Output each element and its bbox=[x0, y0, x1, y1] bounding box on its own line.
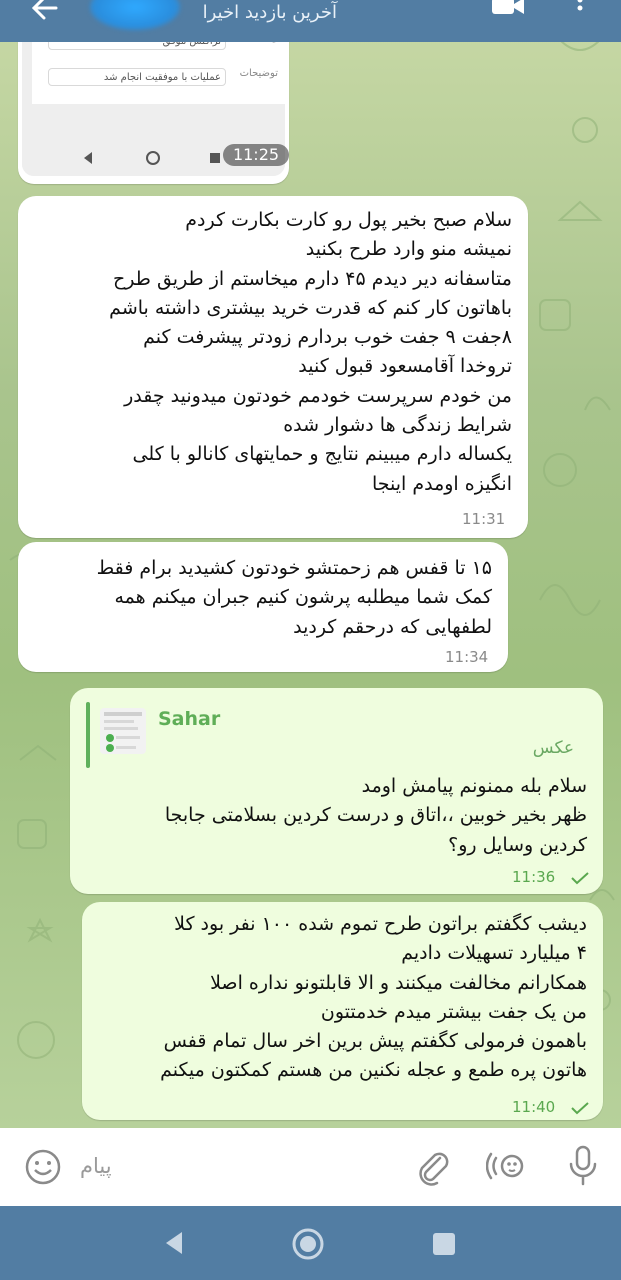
emoji-icon[interactable] bbox=[24, 1148, 62, 1186]
voice-changer-icon[interactable] bbox=[486, 1146, 530, 1188]
message-time: 11:31 bbox=[462, 510, 506, 528]
message-time: 11:34 bbox=[445, 648, 489, 666]
message-text: ۱۵ تا قفس هم زحمتشو خودتون کشیدید برام فقط کمک شما میطلبه پرشون کنیم جبران میکنم همه لطفهایی که درحقم کردید bbox=[96, 557, 492, 638]
message-text: سلام بله ممنونم پیامش اومد ظهر بخیر خوبین ،،اتاق و درست کردین بسلامتی جابجا کردین وسایل رو؟ bbox=[164, 775, 587, 856]
outgoing-message[interactable] bbox=[70, 688, 603, 894]
reply-media-type: عکس bbox=[532, 738, 574, 758]
attach-icon[interactable] bbox=[412, 1146, 452, 1186]
nav-recents-icon[interactable] bbox=[430, 1230, 458, 1258]
receipt-desc-value: عملیات با موفقیت انجام شد bbox=[48, 68, 226, 86]
video-call-icon[interactable] bbox=[490, 0, 526, 18]
microphone-icon[interactable] bbox=[566, 1144, 600, 1188]
incoming-message[interactable] bbox=[18, 542, 508, 672]
message-text: دیشب کگفتم براتون طرح تموم شده ۱۰۰ نفر بود کلا ۴ میلیارد تسهیلات دادیم همکارانم مخالفت میکنند و الا قابلتونو نداره اصلا من یک جفت بیشتر میدم خدمتتون باهمون فرمولی کگفتم پیش برین اخر سال تمام قفس هاتون پره طمع و عجله نکنین من هستم کمکتون میکنم bbox=[160, 913, 587, 1082]
message-text: سلام صبح بخیر پول رو کارت بکارت کردم نمیشه منو وارد طرح بکنید متاسفانه دیر دیدم ۴۵ دارم میخاستم از طریق طرح باهاتون کار کنم که قدرت خرید بیشتری داشته باشم ۸جفت ۹ جفت خوب بردارم زودتر پیشرفت کنم تروخدا آقامسعود قبول کنید من خودم سرپرست خودمم خودتون میدونید چقدر شرایط زندگی ها دشوار شده یکساله دارم میبینم نتایج و حمایتهای کانالو با کلی انگیزه اومدم اینجا bbox=[109, 209, 512, 495]
sent-check-icon bbox=[570, 1101, 590, 1115]
incoming-message[interactable] bbox=[18, 196, 528, 538]
outgoing-message[interactable] bbox=[82, 902, 603, 1120]
more-vert-icon[interactable] bbox=[575, 0, 585, 20]
last-seen-status: آخرین بازدید اخیرا bbox=[202, 2, 337, 23]
message-input[interactable]: پیام bbox=[80, 1154, 112, 1178]
system-navigation-bar bbox=[0, 1206, 621, 1280]
sent-check-icon bbox=[570, 871, 590, 885]
receipt-desc-label: توضیحات bbox=[239, 68, 278, 79]
avatar[interactable] bbox=[90, 0, 180, 30]
screenshot-back-icon bbox=[84, 152, 92, 164]
reply-preview[interactable] bbox=[86, 702, 586, 768]
image-message-time: 11:25 bbox=[223, 144, 289, 166]
screenshot-recents-icon bbox=[210, 153, 220, 163]
screenshot-home-icon bbox=[147, 152, 159, 164]
reply-thumbnail bbox=[100, 708, 146, 754]
message-time: 11:36 bbox=[512, 868, 556, 886]
back-arrow-icon[interactable] bbox=[26, 0, 66, 24]
message-time: 11:40 bbox=[512, 1098, 556, 1116]
nav-home-icon[interactable] bbox=[290, 1226, 326, 1262]
reply-sender-name: Sahar bbox=[158, 708, 221, 730]
nav-back-icon[interactable] bbox=[160, 1228, 190, 1258]
chat-header bbox=[0, 0, 621, 42]
message-input-bar bbox=[0, 1128, 621, 1206]
reply-bar bbox=[86, 702, 90, 768]
